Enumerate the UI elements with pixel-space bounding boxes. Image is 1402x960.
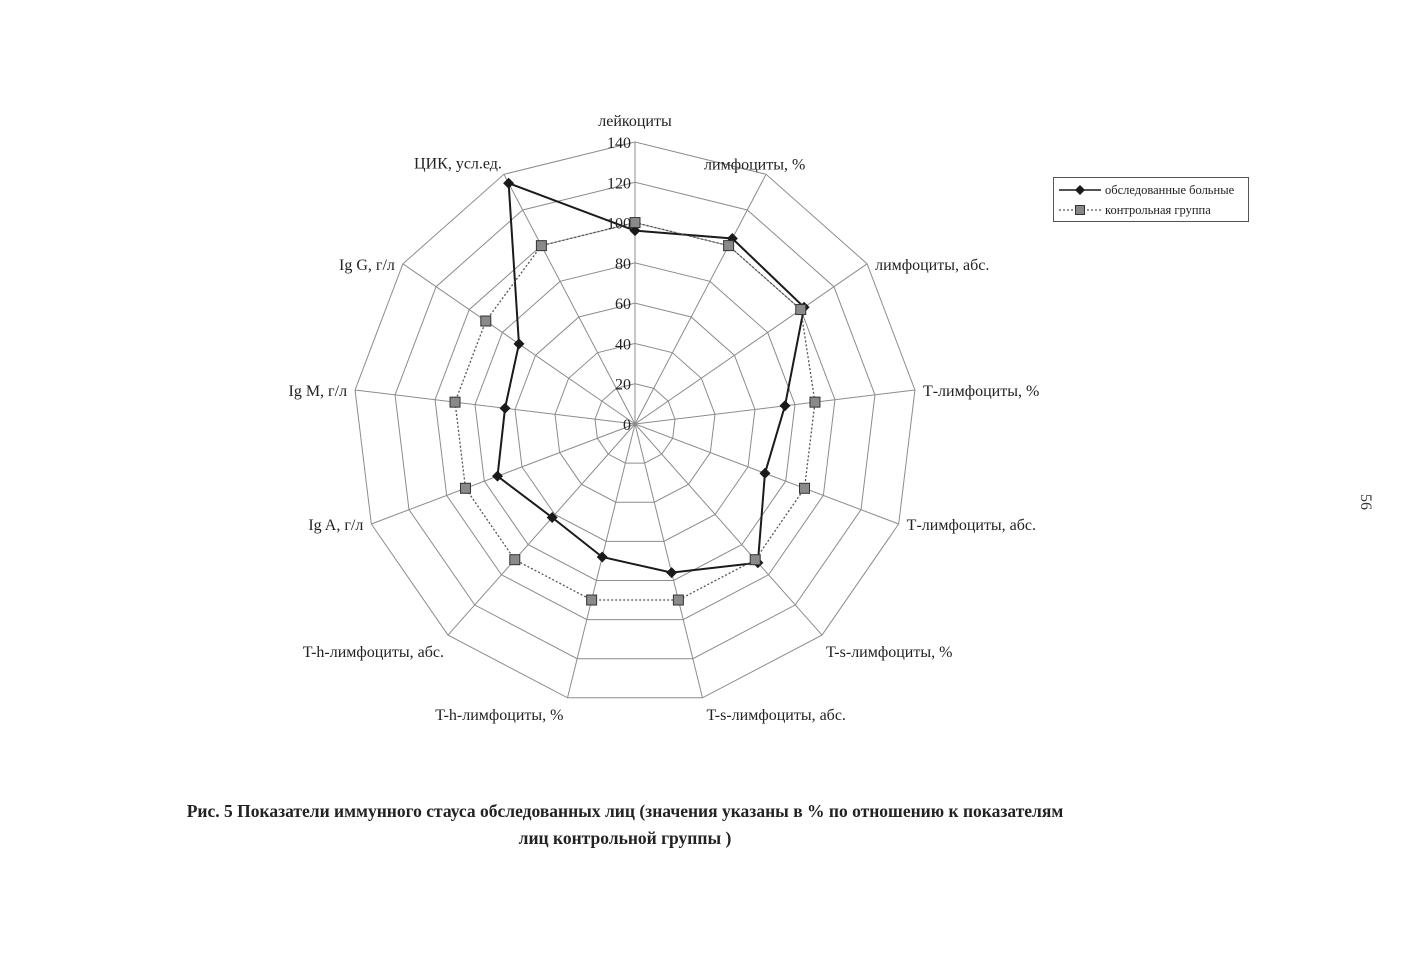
radar-labels — [289, 113, 1040, 724]
marker-control-2 — [796, 305, 806, 315]
grid-spoke-8 — [448, 424, 635, 635]
marker-patients-4 — [759, 468, 770, 479]
marker-patients-3 — [779, 400, 790, 411]
category-label-10: Ig M, г/л — [288, 383, 348, 401]
marker-control-11 — [481, 316, 491, 326]
legend-square-marker-icon — [1058, 204, 1102, 216]
marker-control-0 — [630, 218, 640, 228]
marker-control-3 — [810, 397, 820, 407]
legend — [1053, 177, 1249, 222]
marker-control-4 — [800, 483, 810, 493]
category-label-5: T-s-лимфоциты, % — [826, 644, 953, 662]
category-label-6: T-s-лимфоциты, абс. — [706, 706, 846, 724]
tick-label-20: 20 — [615, 376, 631, 394]
tick-label-60: 60 — [615, 296, 631, 314]
marker-control-10 — [450, 397, 460, 407]
legend-item-control — [1058, 201, 1211, 219]
marker-control-1 — [724, 241, 734, 251]
category-label-0: лейкоциты — [598, 113, 672, 130]
caption-line-1: Рис. 5 Показатели иммунного стауса обследованных лиц (значения указаны в % по отношению к показателям — [186, 801, 1064, 821]
marker-patients-11 — [513, 338, 524, 349]
marker-control-5 — [750, 555, 760, 565]
marker-control-7 — [587, 595, 597, 605]
category-label-8: T-h-лимфоциты, абс. — [302, 644, 444, 662]
tick-label-80: 80 — [615, 255, 631, 273]
grid-spoke-6 — [635, 424, 702, 698]
legend-diamond-marker-icon — [1058, 184, 1102, 196]
category-label-12: ЦИК, усл.ед. — [414, 155, 502, 173]
category-label-2: лимфоциты, абс. — [875, 256, 990, 274]
figure-caption — [100, 798, 1150, 852]
grid-spoke-5 — [635, 424, 822, 635]
category-label-9: Ig A, г/л — [308, 516, 364, 534]
category-label-11: Ig G, г/л — [339, 256, 395, 274]
legend-item-patients — [1058, 181, 1234, 199]
tick-label-40: 40 — [615, 336, 631, 354]
tick-label-0: 0 — [623, 417, 631, 434]
marker-control-9 — [460, 483, 470, 493]
marker-control-12 — [536, 241, 546, 251]
category-label-7: T-h-лимфоциты, % — [435, 706, 564, 724]
marker-patients-6 — [666, 567, 677, 578]
marker-patients-12 — [503, 178, 514, 189]
caption-line-2: лиц контрольной группы ) — [518, 828, 732, 848]
page-number: 56 — [1357, 494, 1374, 510]
marker-patients-10 — [500, 403, 511, 414]
tick-label-120: 120 — [607, 175, 631, 193]
tick-label-100: 100 — [607, 215, 631, 233]
tick-label-140: 140 — [607, 135, 631, 152]
marker-control-6 — [673, 595, 683, 605]
legend-label-control: контрольная группа — [1105, 202, 1211, 217]
category-label-1: лимфоциты, % — [704, 156, 806, 174]
category-label-4: Т-лимфоциты, абс. — [906, 516, 1037, 534]
category-label-3: Т-лимфоциты, % — [922, 383, 1040, 401]
legend-label-patients: обследованные больные — [1105, 182, 1235, 197]
marker-control-8 — [510, 555, 520, 565]
